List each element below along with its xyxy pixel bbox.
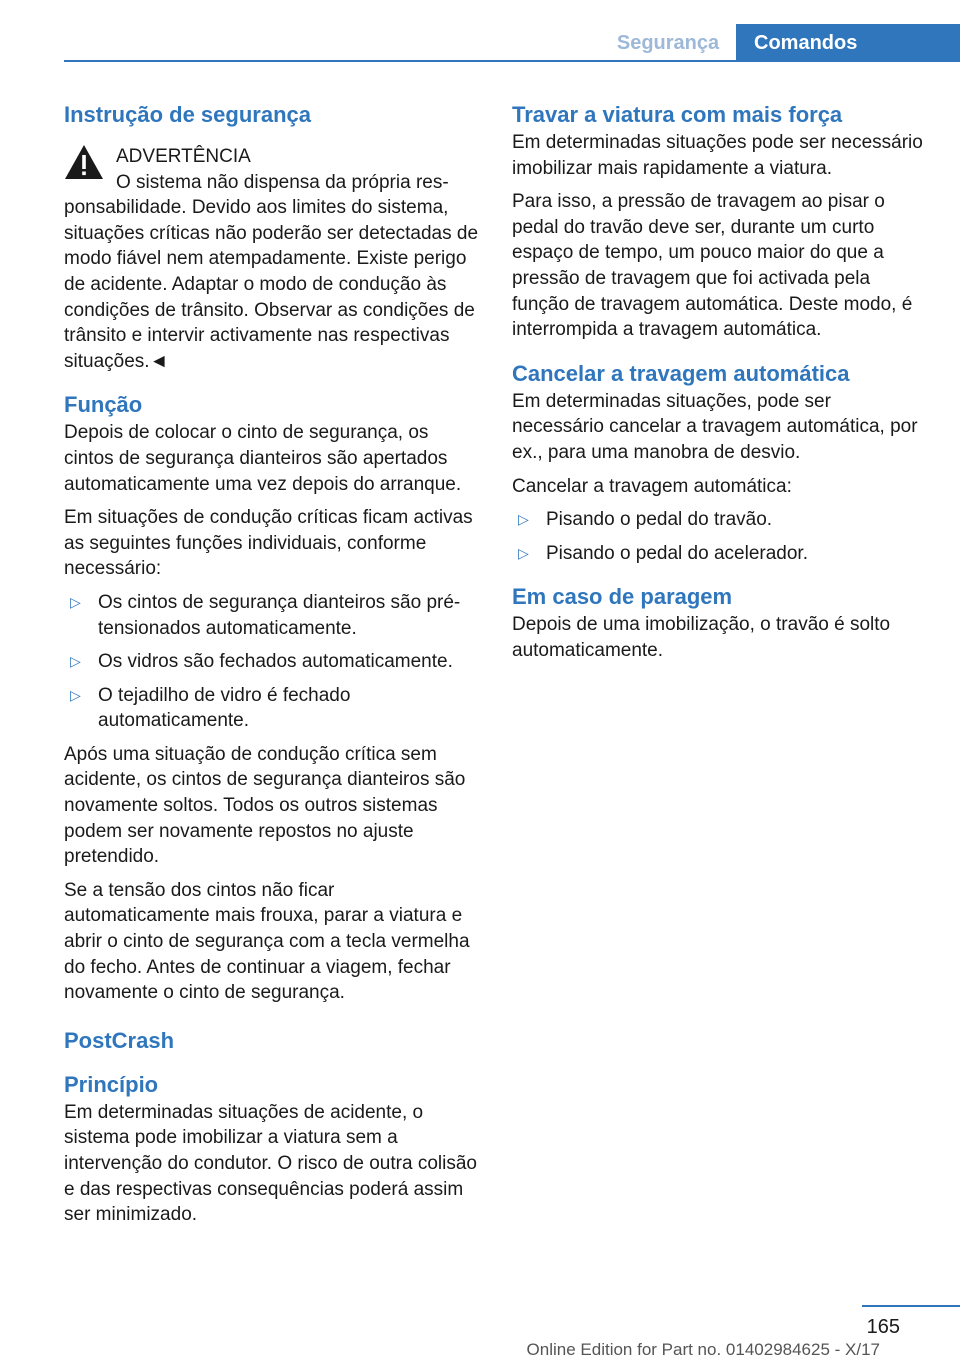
section-tab-comandos: Comandos [736, 24, 960, 62]
list-item-text: Pisando o pedal do acelerador. [546, 542, 808, 564]
paragraph-travar-1: Em determinadas situações pode ser necessário imobilizar mais rapidamente a viatura. [512, 132, 923, 179]
list-item [512, 507, 928, 533]
warning-triangle-icon [64, 144, 104, 180]
list-item [64, 649, 480, 675]
paragraph-principio: Em determinadas situações de acidente, o sistema pode imobilizar a viatura sem a intervenção do condutor. O risco de outra colisão e das respectivas consequências poderá assim ser minimizado. [64, 1101, 477, 1226]
triangle-bullet-icon: ▷ [70, 653, 81, 670]
section-tab-seguranca: Segurança [616, 32, 720, 54]
heading-paragem: Em caso de paragem [512, 584, 733, 610]
page-number: 165 [866, 1316, 900, 1338]
paragraph-funcao-2: Em situações de condução críticas ficam activas as seguintes funções individuais, conforme necessário: [64, 507, 473, 580]
list-item-text: Os cintos de segurança dianteiros são pré-tensionados automaticamente. [98, 591, 461, 639]
bullet-list-funcao [64, 590, 480, 734]
heading-travar: Travar a viatura com mais força [512, 102, 843, 127]
list-item [64, 683, 480, 734]
list-item [512, 541, 928, 567]
list-item-text: O tejadilho de vidro é fechado automaticamente. [98, 684, 351, 732]
list-item [64, 590, 480, 641]
edition-note: Online Edition for Part no. 01402984625 - X/17 [526, 1340, 880, 1359]
warning-first-line: O sistema não dispensa da própria res- [116, 171, 449, 193]
paragraph-paragem: Depois de uma imobilização, o travão é solto automaticamente. [512, 614, 891, 661]
warning-label: ADVERTÊNCIA [116, 146, 251, 167]
list-item-text: Pisando o pedal do travão. [546, 509, 773, 531]
paragraph-cancelar-2: Cancelar a travagem automática: [512, 475, 792, 497]
left-column [64, 100, 480, 1236]
paragraph-travar-2: Para isso, a pressão de travagem ao pisar o pedal do travão deve ser, durante um curto espaço de tempo, um pouco maior do que a pressão de travagem que foi activada pela função de travagem automática. Deste modo, é interrompida a travagem automática. [512, 191, 913, 341]
paragraph-cancelar-1: Em determinadas situações, pode ser necessário cancelar a travagem automática, por ex., para uma manobra de desvio. [512, 390, 918, 463]
footer-rule [862, 1305, 960, 1307]
triangle-bullet-icon: ▷ [70, 593, 81, 610]
paragraph-funcao-3: Após uma situação de condução crítica sem acidente, os cintos de segurança dianteiros são novamente soltos. Todos os outros sistemas podem ser novamente repostos no ajuste pretendido. [64, 743, 466, 868]
heading-funcao: Função [64, 392, 143, 418]
paragraph-funcao-4: Se a tensão dos cintos não ficar automaticamente mais frouxa, parar a viatura e abrir o cinto de segurança com a tecla vermelha do fecho. Antes de continuar a viagem, fechar novamente o cinto de segurança. [64, 879, 470, 1004]
triangle-bullet-icon: ▷ [518, 511, 529, 528]
heading-postcrash: PostCrash [64, 1027, 175, 1053]
bullet-list-cancelar [512, 507, 928, 566]
heading-cancelar: Cancelar a travagem automática [512, 360, 850, 386]
right-column [512, 100, 928, 672]
heading-instrucao: Instrução de segurança [64, 102, 311, 127]
warning-text: ponsabilidade. Devido aos limites do sistema, situações críticas não poderão ser detectadas de modo fiável nem atempadamente. Existe perigo de acidente. Adaptar o modo de condução às condições de trânsito. Observar as condições de trânsito e intervir activamente nas respectivas situações.◄ [64, 197, 479, 372]
paragraph-funcao-1: Depois de colocar o cinto de segurança, os cintos de segurança dianteiros são apertados automaticamente uma vez depois do arranque. [64, 422, 462, 495]
header-rule [64, 60, 960, 62]
triangle-bullet-icon: ▷ [518, 544, 529, 561]
list-item-text: Os vidros são fechados automaticamente. [98, 651, 453, 673]
triangle-bullet-icon: ▷ [70, 686, 81, 703]
heading-principio: Princípio [64, 1071, 159, 1097]
warning-block [64, 144, 480, 195]
